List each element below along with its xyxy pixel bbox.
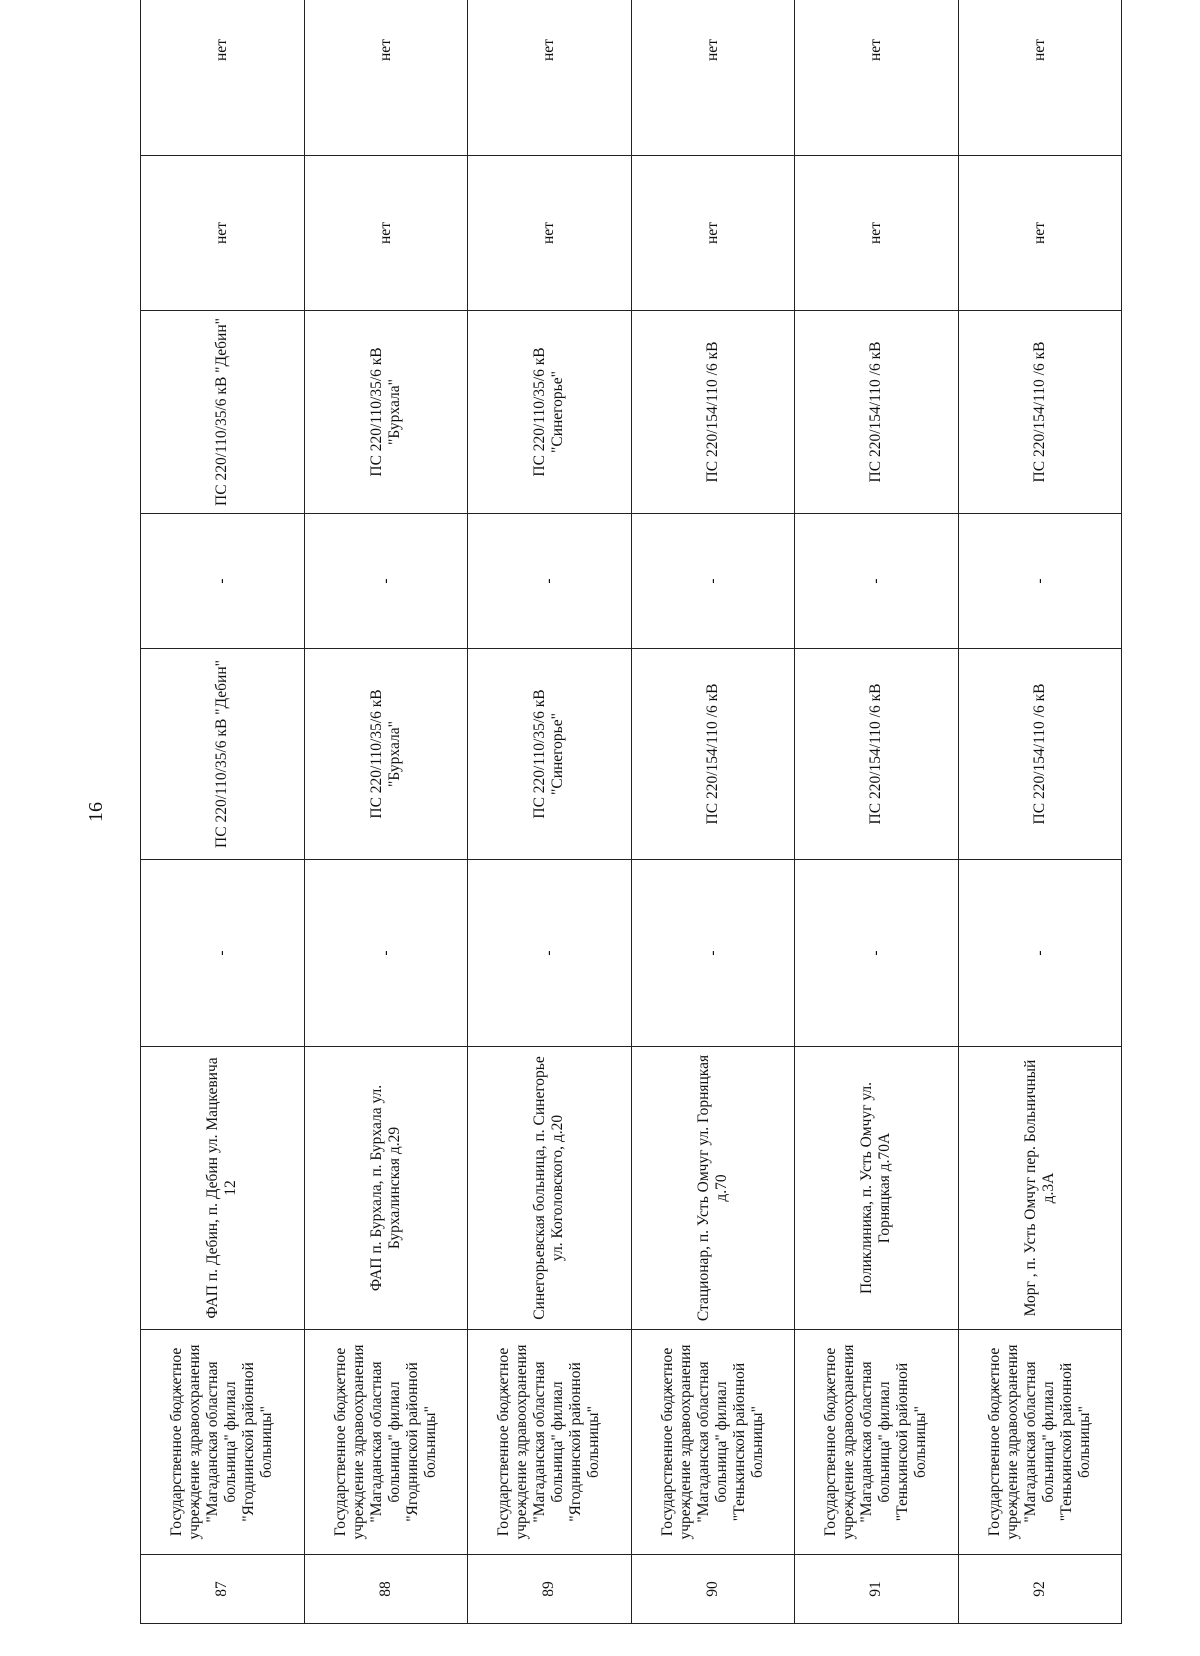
table-row: [468, 0, 632, 1624]
organization-cell: Государственное бюджетное учреждение здравоохранения "Магаданская областная больница" филиал "Ягоднинской районной больницы": [141, 1330, 305, 1555]
substation-cell: ПС 220/154/110 /6 кВ: [958, 649, 1122, 860]
row-number: 90: [631, 1555, 795, 1624]
dash-cell: -: [141, 860, 305, 1047]
substation-cell: ПС 220/110/35/6 кВ "Дебин": [141, 311, 305, 514]
row-number: 88: [304, 1555, 468, 1624]
status-cell: нет: [631, 0, 795, 156]
object-address-cell: Поликлиника, п. Усть Омчуг ул. Горняцкая д.70А: [795, 1047, 959, 1330]
status-cell: нет: [468, 0, 632, 156]
substation-cell: ПС 220/154/110 /6 кВ: [795, 311, 959, 514]
page-number: 16: [85, 802, 107, 822]
object-address-cell: ФАП п. Бурхала, п. Бурхала ул. Бурхалинская д.29: [304, 1047, 468, 1330]
status-cell: нет: [468, 156, 632, 311]
status-cell: нет: [141, 156, 305, 311]
organization-cell: Государственное бюджетное учреждение здравоохранения "Магаданская областная больница" филиал "Ягоднинской районной больницы": [304, 1330, 468, 1555]
dash-cell: -: [631, 860, 795, 1047]
row-number: 89: [468, 1555, 632, 1624]
status-cell: нет: [304, 156, 468, 311]
dash-cell: -: [958, 860, 1122, 1047]
substation-cell: ПС 220/110/35/6 кВ "Бурхала": [304, 649, 468, 860]
rotated-table-area: [140, 39, 1122, 1624]
status-cell: нет: [958, 156, 1122, 311]
organization-cell: Государственное бюджетное учреждение здравоохранения "Магаданская областная больница" филиал "Тенькинской районной больницы": [958, 1330, 1122, 1555]
organization-cell: Государственное бюджетное учреждение здравоохранения "Магаданская областная больница" филиал "Тенькинской районной больницы": [631, 1330, 795, 1555]
dash-cell: -: [795, 860, 959, 1047]
substation-cell: ПС 220/154/110 /6 кВ: [631, 649, 795, 860]
organization-cell: Государственное бюджетное учреждение здравоохранения "Магаданская областная больница" филиал "Тенькинской районной больницы": [795, 1330, 959, 1555]
organization-cell: Государственное бюджетное учреждение здравоохранения "Магаданская областная больница" филиал "Ягоднинской районной больницы": [468, 1330, 632, 1555]
dash-cell: -: [631, 514, 795, 649]
substation-cell: ПС 220/110/35/6 кВ "Синегорье": [468, 311, 632, 514]
dash-cell: -: [141, 514, 305, 649]
status-cell: нет: [304, 0, 468, 156]
object-address-cell: ФАП п. Дебин, п. Дебин ул. Мацкевича 12: [141, 1047, 305, 1330]
table-row: [304, 0, 468, 1624]
substation-cell: ПС 220/110/35/6 кВ "Бурхала": [304, 311, 468, 514]
row-number: 91: [795, 1555, 959, 1624]
status-cell: нет: [795, 0, 959, 156]
dash-cell: -: [468, 514, 632, 649]
status-cell: нет: [795, 156, 959, 311]
table-row: [631, 0, 795, 1624]
object-address-cell: Стационар, п. Усть Омчуг ул. Горняцкая д.70: [631, 1047, 795, 1330]
table-row: [795, 0, 959, 1624]
substation-cell: ПС 220/154/110 /6 кВ: [631, 311, 795, 514]
row-number: 92: [958, 1555, 1122, 1624]
table-row: [958, 0, 1122, 1624]
substation-cell: ПС 220/154/110 /6 кВ: [795, 649, 959, 860]
dash-cell: -: [795, 514, 959, 649]
table-rotator: [140, 39, 1122, 1624]
substation-cell: ПС 220/110/35/6 кВ "Дебин": [141, 649, 305, 860]
status-cell: нет: [141, 0, 305, 156]
substation-cell: ПС 220/154/110 /6 кВ: [958, 311, 1122, 514]
table-row: [141, 0, 305, 1624]
dash-cell: -: [304, 514, 468, 649]
status-cell: нет: [958, 0, 1122, 156]
row-number: 87: [141, 1555, 305, 1624]
status-cell: нет: [631, 156, 795, 311]
object-address-cell: Синегорьевская больница, п. Синегорье ул. Коголовского, д.20: [468, 1047, 632, 1330]
substation-cell: ПС 220/110/35/6 кВ "Синегорье": [468, 649, 632, 860]
dash-cell: -: [304, 860, 468, 1047]
facilities-table: [140, 0, 1122, 1624]
object-address-cell: Морг , п. Усть Омчуг пер. Больничный д.3А: [958, 1047, 1122, 1330]
dash-cell: -: [468, 860, 632, 1047]
dash-cell: -: [958, 514, 1122, 649]
